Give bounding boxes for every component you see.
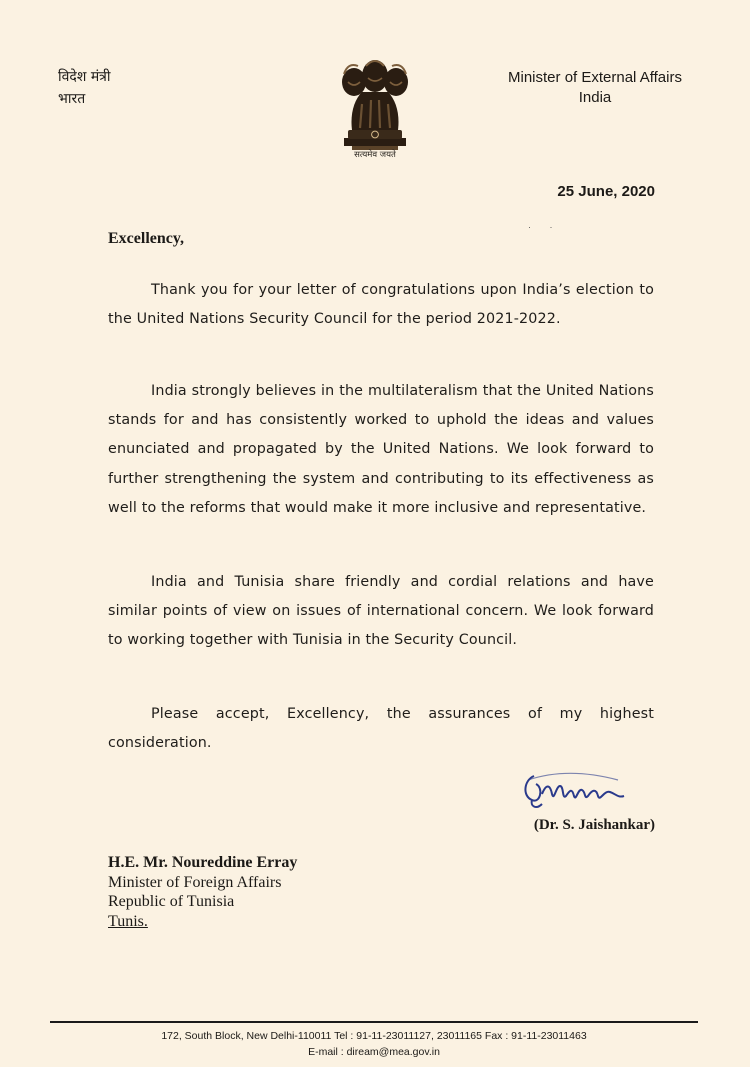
signatory-name: (Dr. S. Jaishankar) (533, 817, 655, 833)
addressee-block (108, 853, 297, 931)
hindi-letterhead-line2: भारत (58, 91, 86, 107)
letter-date: 25 June, 2020 (557, 183, 655, 200)
handwritten-signature (518, 766, 632, 822)
footer-email: E-mail : diream@mea.gov.in (308, 1046, 440, 1058)
paragraph-closing: Please accept, Excellency, the assurances of my highest consideration. (108, 706, 654, 752)
emblem-motto: सत्यमेव जयते (354, 150, 396, 160)
addressee-title: Minister of Foreign Affairs (108, 873, 282, 891)
english-letterhead-line2: India (578, 89, 612, 106)
addressee-country: Republic of Tunisia (108, 893, 235, 910)
footer (50, 1028, 698, 1060)
hindi-letterhead (58, 66, 111, 110)
hindi-letterhead-line1: विदेश मंत्री (58, 69, 111, 85)
paragraph-relations: India and Tunisia share friendly and cordial relations and have similar points of view on issues of international concern. We look forward to working together with Tunisia in the Security Council. (108, 574, 654, 649)
addressee-city: Tunis. (108, 912, 148, 930)
salutation: Excellency, (108, 230, 184, 247)
english-letterhead-line1: Minister of External Affairs (508, 69, 682, 86)
footer-address: 172, South Block, New Delhi-110011 Tel : 91-11-23011127, 23011165 Fax : 91-11-23011463 (161, 1030, 587, 1042)
english-letterhead (480, 68, 710, 108)
footer-divider (50, 1021, 698, 1023)
addressee-name: H.E. Mr. Noureddine Erray (108, 854, 298, 871)
paragraph-multilateralism: India strongly believes in the multilateralism that the United Nations stands for and has consistently worked to uphold the ideas and values enunciated and propagated by the United Nations. We look forward to further strengthening the system and contributing to its effectiveness as well to the reforms that would make it more inclusive and representative. (108, 383, 654, 516)
paragraph-congratulations: Thank you for your letter of congratulations upon India’s election to the United Nations Security Council for the period 2021-2022. (108, 282, 654, 328)
paper-specks: · · (528, 222, 561, 232)
